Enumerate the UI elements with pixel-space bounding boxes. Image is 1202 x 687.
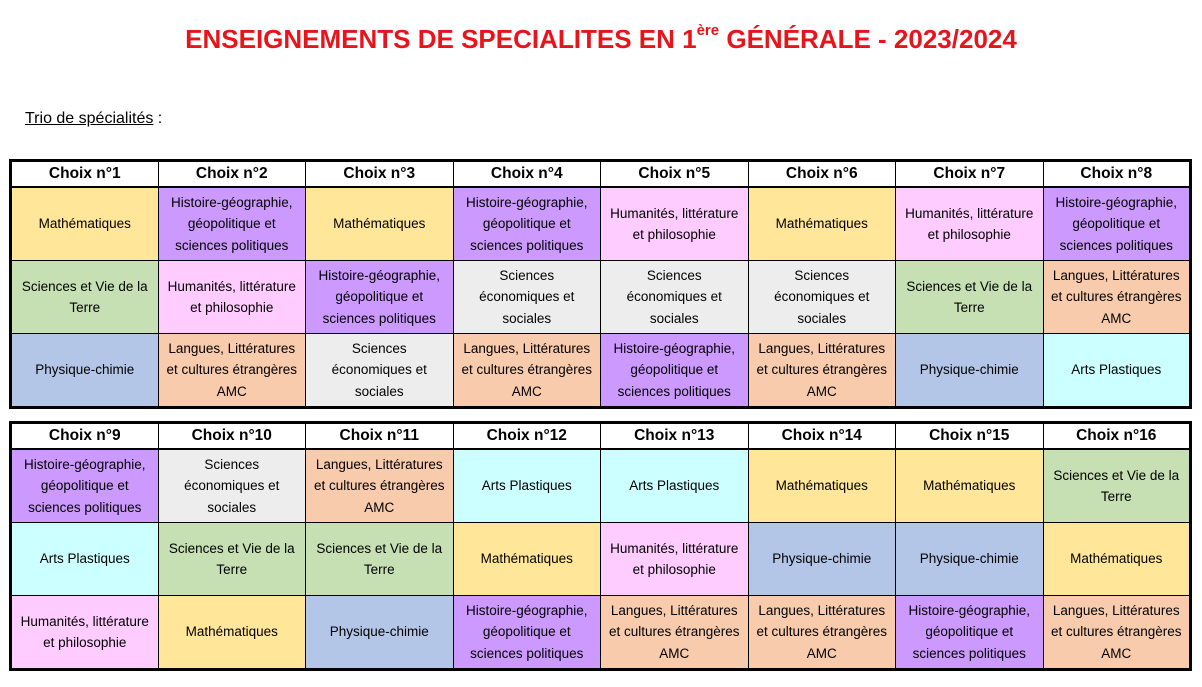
specialty-cell: Langues, Littératures et cultures étrangères AMC [748, 596, 896, 670]
specialty-cell: Langues, Littératures et cultures étrangères AMC [453, 334, 601, 408]
specialty-cell: Langues, Littératures et cultures étrangères AMC [748, 334, 896, 408]
choice-header: Choix n°3 [306, 161, 454, 188]
page-title [0, 24, 1202, 55]
specialty-cell: Sciences économiques et sociales [748, 261, 896, 334]
specialty-cell: Physique-chimie [11, 334, 159, 408]
choice-header: Choix n°16 [1043, 423, 1191, 450]
choice-header: Choix n°12 [453, 423, 601, 450]
specialty-cell: Mathématiques [158, 596, 306, 670]
specialty-cell: Humanités, littérature et philosophie [11, 596, 159, 670]
specialty-cell: Sciences et Vie de la Terre [11, 261, 159, 334]
specialty-cell: Physique-chimie [306, 596, 454, 670]
specialty-cell: Mathématiques [1043, 523, 1191, 596]
specialty-cell: Arts Plastiques [1043, 334, 1191, 408]
specialty-cell: Arts Plastiques [601, 449, 749, 523]
specialty-cell: Sciences économiques et sociales [601, 261, 749, 334]
specialty-row [11, 261, 1191, 334]
specialty-cell: Histoire-géographie, géopolitique et sciences politiques [11, 449, 159, 523]
specialty-cell: Langues, Littératures et cultures étrangères AMC [158, 334, 306, 408]
specialty-cell: Humanités, littérature et philosophie [601, 523, 749, 596]
specialty-cell: Langues, Littératures et cultures étrangères AMC [1043, 261, 1191, 334]
specialty-cell: Humanités, littérature et philosophie [158, 261, 306, 334]
specialty-cell: Mathématiques [11, 187, 159, 261]
specialty-cell: Mathématiques [748, 187, 896, 261]
specialty-cell: Physique-chimie [896, 523, 1044, 596]
specialty-cell: Histoire-géographie, géopolitique et sciences politiques [158, 187, 306, 261]
specialty-cell: Sciences et Vie de la Terre [158, 523, 306, 596]
specialty-cell: Humanités, littérature et philosophie [896, 187, 1044, 261]
title-suffix: GÉNÉRALE - 2023/2024 [719, 24, 1017, 54]
choice-header: Choix n°14 [748, 423, 896, 450]
specialty-cell: Arts Plastiques [453, 449, 601, 523]
specialty-row [11, 449, 1191, 523]
specialty-cell: Langues, Littératures et cultures étrangères AMC [306, 449, 454, 523]
specialty-row [11, 523, 1191, 596]
specialty-cell: Sciences et Vie de la Terre [896, 261, 1044, 334]
specialty-cell: Histoire-géographie, géopolitique et sciences politiques [1043, 187, 1191, 261]
section-subtitle [25, 110, 162, 128]
specialty-cell: Sciences et Vie de la Terre [1043, 449, 1191, 523]
specialty-row [11, 334, 1191, 408]
specialty-cell: Histoire-géographie, géopolitique et sciences politiques [306, 261, 454, 334]
title-prefix: ENSEIGNEMENTS DE SPECIALITES EN 1 [185, 24, 697, 54]
specialty-cell: Mathématiques [306, 187, 454, 261]
subtitle-label: Trio de spécialités [25, 110, 154, 127]
specialty-cell: Mathématiques [748, 449, 896, 523]
specialty-cell: Sciences économiques et sociales [158, 449, 306, 523]
choice-header: Choix n°2 [158, 161, 306, 188]
header-row [11, 423, 1191, 450]
title-superscript: ère [696, 22, 720, 39]
specialty-cell: Mathématiques [896, 449, 1044, 523]
specialty-cell: Physique-chimie [896, 334, 1044, 408]
specialty-cell: Histoire-géographie, géopolitique et sciences politiques [601, 334, 749, 408]
specialty-cell: Physique-chimie [748, 523, 896, 596]
specialty-cell: Langues, Littératures et cultures étrangères AMC [1043, 596, 1191, 670]
specialty-cell: Histoire-géographie, géopolitique et sciences politiques [453, 187, 601, 261]
subtitle-colon: : [153, 110, 163, 127]
specialty-cell: Arts Plastiques [11, 523, 159, 596]
specialty-cell: Sciences et Vie de la Terre [306, 523, 454, 596]
specialty-cell: Sciences économiques et sociales [453, 261, 601, 334]
choice-header: Choix n°13 [601, 423, 749, 450]
header-row [11, 161, 1191, 188]
choice-header: Choix n°1 [11, 161, 159, 188]
choice-header: Choix n°5 [601, 161, 749, 188]
choice-header: Choix n°15 [896, 423, 1044, 450]
specialty-row [11, 596, 1191, 670]
specialty-table-2 [9, 421, 1192, 671]
choice-header: Choix n°6 [748, 161, 896, 188]
specialty-cell: Histoire-géographie, géopolitique et sciences politiques [896, 596, 1044, 670]
choice-header: Choix n°8 [1043, 161, 1191, 188]
specialty-cell: Histoire-géographie, géopolitique et sciences politiques [453, 596, 601, 670]
specialty-table-1 [9, 159, 1192, 409]
specialty-cell: Langues, Littératures et cultures étrangères AMC [601, 596, 749, 670]
specialty-row [11, 187, 1191, 261]
choice-header: Choix n°10 [158, 423, 306, 450]
choice-header: Choix n°7 [896, 161, 1044, 188]
choice-header: Choix n°11 [306, 423, 454, 450]
specialty-cell: Sciences économiques et sociales [306, 334, 454, 408]
specialty-cell: Mathématiques [453, 523, 601, 596]
choice-header: Choix n°9 [11, 423, 159, 450]
choice-header: Choix n°4 [453, 161, 601, 188]
specialty-cell: Humanités, littérature et philosophie [601, 187, 749, 261]
